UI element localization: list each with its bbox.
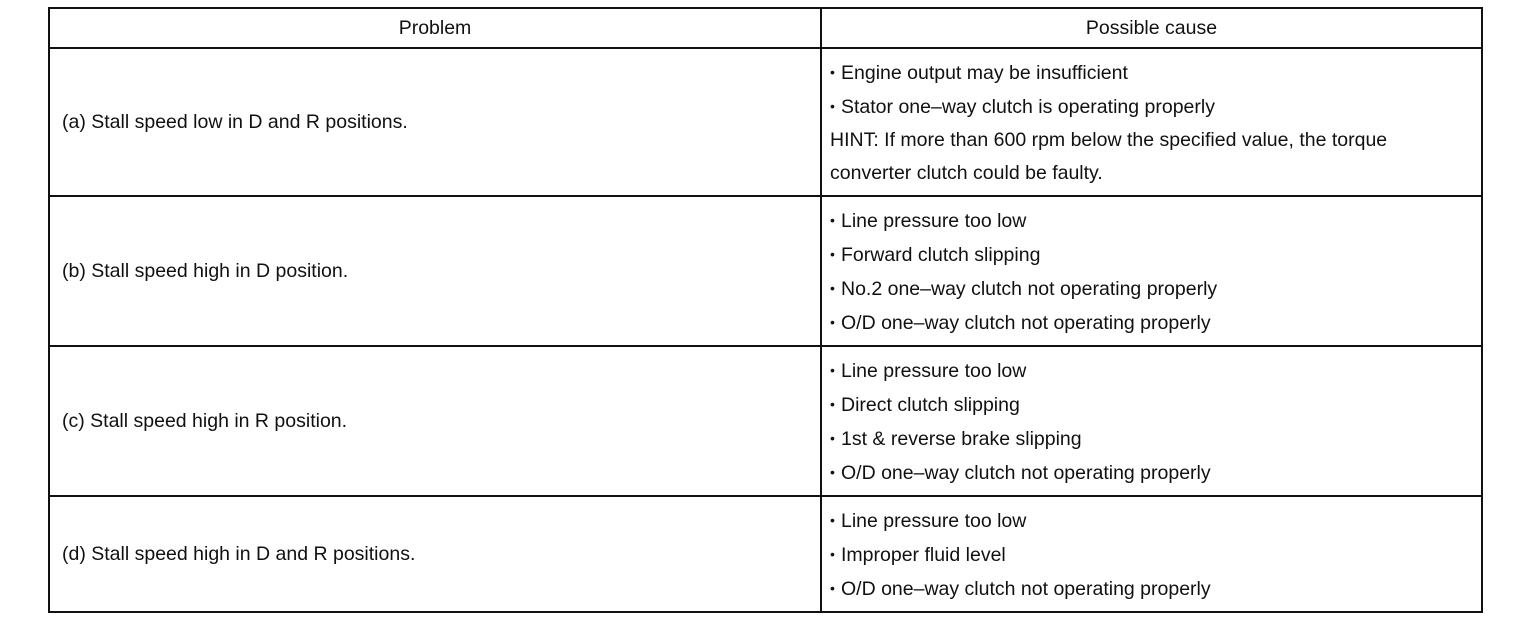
- problem-cell: (b) Stall speed high in D position.: [49, 196, 821, 346]
- bullet-icon: •: [830, 246, 835, 262]
- header-row: [49, 8, 1482, 48]
- problem-column-header: Problem: [49, 8, 821, 48]
- cause-cell: [821, 196, 1482, 346]
- bullet-icon: •: [830, 546, 835, 562]
- cause-text: Line pressure too low: [841, 210, 1027, 232]
- cause-column-header: Possible cause: [821, 8, 1482, 48]
- bullet-icon: •: [830, 64, 835, 80]
- bullet-icon: •: [830, 580, 835, 596]
- bullet-icon: •: [830, 464, 835, 480]
- bullet-icon: •: [830, 362, 835, 378]
- bullet-icon: •: [830, 430, 835, 446]
- table-row: [49, 196, 1482, 346]
- cause-text: Stator one–way clutch is operating properly: [841, 96, 1215, 118]
- cause-text: Line pressure too low: [841, 360, 1027, 382]
- cause-item: [830, 572, 1473, 606]
- table-row: [49, 346, 1482, 496]
- bullet-icon: •: [830, 314, 835, 330]
- cause-item: [830, 538, 1473, 572]
- cause-item: [830, 504, 1473, 538]
- problem-cell: (d) Stall speed high in D and R positions.: [49, 496, 821, 612]
- cause-item: [830, 306, 1473, 340]
- cause-item: [830, 422, 1473, 456]
- cause-item: [830, 90, 1473, 124]
- problem-cell: (a) Stall speed low in D and R positions.: [49, 48, 821, 196]
- cause-text: Direct clutch slipping: [841, 394, 1020, 416]
- problem-cell: (c) Stall speed high in R position.: [49, 346, 821, 496]
- cause-text: O/D one–way clutch not operating properly: [841, 312, 1211, 334]
- cause-text: No.2 one–way clutch not operating properly: [841, 278, 1218, 300]
- cause-item: [830, 354, 1473, 388]
- cause-text: 1st & reverse brake slipping: [841, 428, 1082, 450]
- cause-text: Improper fluid level: [841, 544, 1006, 566]
- cause-cell: [821, 496, 1482, 612]
- bullet-icon: •: [830, 280, 835, 296]
- cause-item: [830, 388, 1473, 422]
- cause-text: Engine output may be insufficient: [841, 62, 1128, 84]
- cause-item: [830, 238, 1473, 272]
- cause-item: [830, 456, 1473, 490]
- cause-item: [830, 272, 1473, 306]
- cause-item: [830, 204, 1473, 238]
- table-row: [49, 48, 1482, 196]
- cause-text: O/D one–way clutch not operating properly: [841, 578, 1211, 600]
- cause-cell: [821, 346, 1482, 496]
- cause-text: Forward clutch slipping: [841, 244, 1041, 266]
- bullet-icon: •: [830, 396, 835, 412]
- stall-test-table: [48, 7, 1483, 613]
- bullet-icon: •: [830, 98, 835, 114]
- bullet-icon: •: [830, 512, 835, 528]
- bullet-icon: •: [830, 212, 835, 228]
- cause-text: Line pressure too low: [841, 510, 1027, 532]
- table-row: [49, 496, 1482, 612]
- cause-item: [830, 56, 1473, 90]
- cause-text: O/D one–way clutch not operating properly: [841, 462, 1211, 484]
- hint-note: HINT: If more than 600 rpm below the specified value, the torque converter clutch could be faulty.: [830, 129, 1388, 184]
- cause-cell: [821, 48, 1482, 196]
